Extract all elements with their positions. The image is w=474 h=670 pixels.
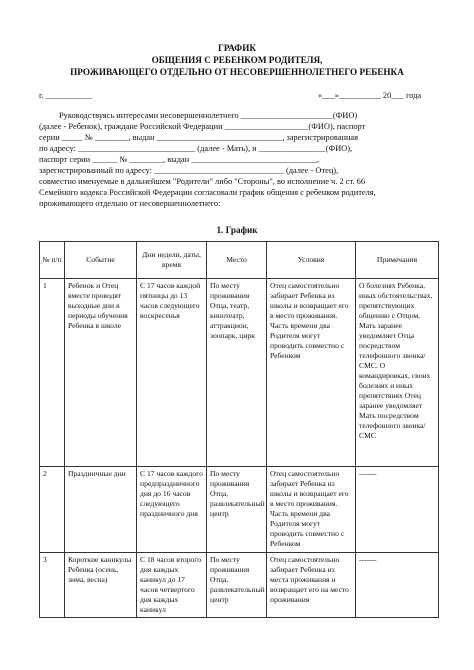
body-line-5: паспорт серии ______ № ________, выдан ______________________________, [39,155,320,164]
row-time: С 18 часов второго дня каждых каникул до 17 часов четвертого дня каждых каникул [137,553,207,618]
row-event: Праздничные дни [65,467,137,553]
row-conditions: Отец самостоятельно забирает Ребенка из школы и возвращает его в место проживания. Часть времени два Родителя могут проводить совместно с Ребенком [267,467,356,553]
row-notes: О болезнях Ребенка, иных обстоятельствах, препятствующих общению с Отцом, Мать заранее уведомляет Отца посредством телефонного звонка/СМС. О командировках, своих болезнях и иных препятствиях Отец заранее уведомляет Мать посредством телефонного звонка/СМС [356,279,439,467]
row-number: 2 [40,467,65,553]
city-field: г. ___________ [39,91,92,100]
table-header-row [40,242,439,279]
body-line-3: серии _____ № ________, выдан ______________________________, зарегистрированная [39,133,358,142]
body-line-7: совместно именуемые в дальнейшем "Родители" либо "Стороны", во исполнение ч. 2 ст. 66 [39,177,366,186]
header-number: № п/п [40,242,65,279]
table-row [40,279,439,467]
row-number: 1 [40,279,65,467]
header-time: Дни недели, даты, время [137,242,207,279]
table-row [40,553,439,618]
body-line-6: зарегистрированный по адресу: _______________________________ (далее - Отец), [39,166,339,175]
row-conditions: Отец самостоятельно забирает Ребенка из школы и возвращает его в место проживания. Часть времени два Родителя могут проводить совместно с Ребенком [267,279,356,467]
row-time: С 17 часов каждой пятницы до 13 часов следующего воскресенья [137,279,207,467]
header-notes: Примечания [356,242,439,279]
row-time: С 17 часов каждого предпраздничного дня до 16 часов следующего праздничного дня [137,467,207,553]
row-place: По месту проживания Отца, театр, кинотеатр, аттракцион, зоопарк, цирк [207,279,267,467]
section-heading: 1. График [216,225,258,235]
row-conditions: Отец самостоятельно забирает Ребенка из места проживания и возвращает его на место проживания [267,553,356,618]
row-number: 3 [40,553,65,618]
date-field: «___»__________ 20___ года [318,91,422,100]
document-title-line-2: ОБЩЕНИЯ С РЕБЕНКОМ РОДИТЕЛЯ, [151,55,323,65]
body-line-2: (далее - Ребенок), граждане Российской Федерации ____________________(ФИО), паспорт [39,122,366,131]
schedule-table [39,241,439,618]
row-place: По месту проживания Отца, развлекательный центр [207,467,267,553]
header-place: Место [207,242,267,279]
body-line-4: по адресу: ____________________________ (далее - Мать), и ________________(ФИО), [39,144,353,153]
header-conditions: Условия [267,242,356,279]
row-notes: ------- [356,467,439,553]
table-row [40,467,439,553]
row-place: По месту проживания Отца, развлекательный центр [207,553,267,618]
row-event: Ребенок и Отец вместе проводят выходные дни в периоды обучения Ребенка в школе [65,279,137,467]
body-line-1: Руководствуясь интересами несовершеннолетнего ______________________(ФИО) [59,111,358,120]
document-title-line-3: ПРОЖИВАЮЩЕГО ОТДЕЛЬНО ОТ НЕСОВЕРШЕННОЛЕТНЕГО РЕБЕНКА [70,67,404,77]
row-event: Короткие каникулы Ребенка (осень, зима, весна) [65,553,137,618]
body-line-8: Семейного кодекса Российской Федерации согласовали график общения с ребенком родителя, [39,188,376,197]
body-line-9: проживающего отдельно от несовершеннолетнего: [39,199,221,208]
row-notes: ------- [356,553,439,618]
header-event: Событие [65,242,137,279]
document-title-line-1: ГРАФИК [217,43,257,53]
